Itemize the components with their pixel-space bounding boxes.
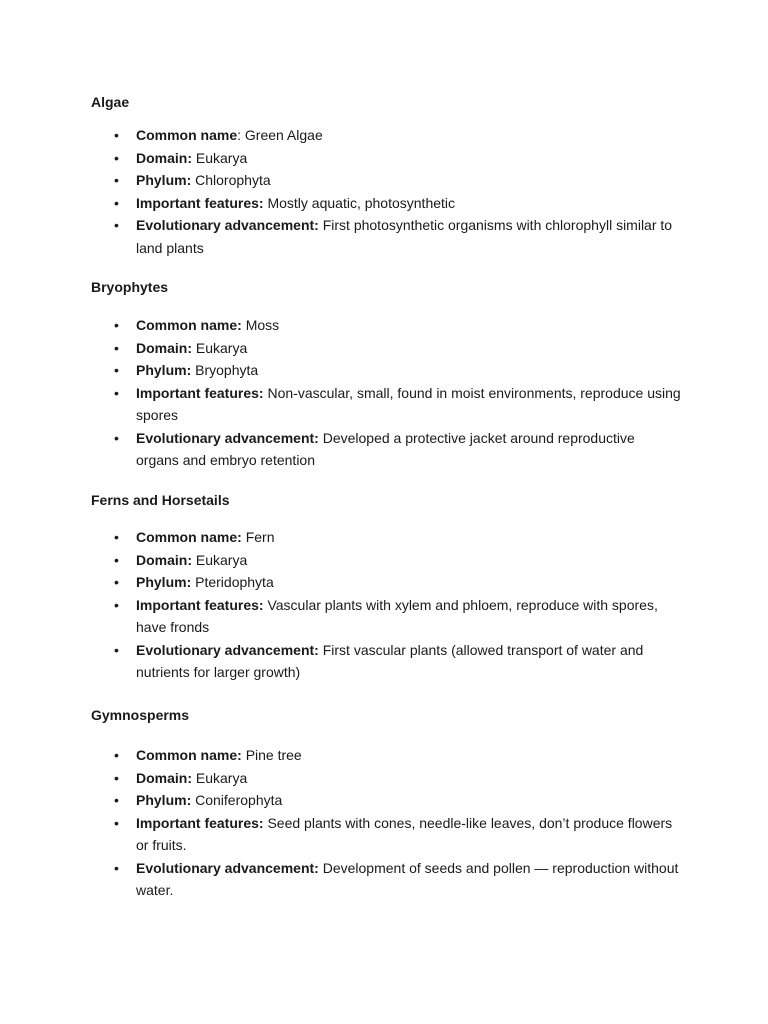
list-item [91, 812, 681, 857]
item-value: Fern [245, 529, 275, 545]
list-item [91, 214, 681, 259]
item-label: Important features: [136, 596, 264, 613]
list-item [91, 337, 681, 360]
item-value: Chlorophyta [195, 172, 271, 188]
item-label: Domain: [136, 149, 192, 166]
bullet-icon: • [114, 172, 119, 188]
section-title-algae: Algae [91, 94, 130, 110]
item-label: Phylum: [136, 792, 192, 808]
bullet-icon: • [114, 194, 119, 211]
item-value: First photosynthetic organisms with chlorophyll similar to land plants [136, 217, 673, 256]
item-label: Common name: [136, 747, 242, 763]
item-value: Green Algae [244, 127, 323, 143]
list-item [91, 124, 681, 147]
item-value: Mostly aquatic, photosynthetic [267, 194, 456, 211]
item-value: Pine tree [245, 747, 302, 763]
item-label: Domain: [136, 551, 192, 568]
list-item [91, 427, 681, 472]
section-list-algae [91, 124, 681, 259]
item-value: First vascular plants (allowed transport of water and nutrients for larger growth) [136, 641, 644, 680]
item-value: Pteridophyta [195, 574, 274, 590]
list-item [91, 639, 681, 684]
section-list-ferns [91, 526, 681, 684]
item-label: Domain: [136, 339, 192, 356]
item-value: Non-vascular, small, found in moist environments, reproduce using spores [136, 384, 681, 423]
bullet-icon: • [114, 149, 119, 166]
item-value: Eukarya [195, 551, 248, 568]
bullet-icon: • [114, 814, 119, 831]
bullet-icon: • [114, 769, 119, 786]
item-value: Developed a protective jacket around reproductive organs and embryo retention [136, 429, 635, 468]
item-label: Common name [136, 127, 238, 143]
item-label: Phylum: [136, 362, 192, 378]
section-list-gymnosperms [91, 744, 681, 902]
section-list-bryophytes [91, 314, 681, 472]
section-title-ferns: Ferns and Horsetails [91, 492, 230, 508]
item-label: Evolutionary advancement: [136, 429, 319, 446]
item-value: Bryophyta [195, 362, 259, 378]
section-title-bryophytes: Bryophytes [91, 279, 169, 295]
item-label: Domain: [136, 769, 192, 786]
item-label: Evolutionary advancement: [136, 859, 319, 876]
item-label: Evolutionary advancement: [136, 641, 319, 658]
bullet-icon: • [114, 217, 119, 233]
bullet-icon: • [114, 551, 119, 568]
list-item [91, 147, 681, 170]
bullet-icon: • [114, 641, 119, 658]
item-label: Phylum: [136, 172, 192, 188]
bullet-icon: • [114, 429, 119, 446]
bullet-icon: • [114, 859, 119, 876]
item-value: Coniferophyta [195, 792, 283, 808]
bullet-icon: • [114, 362, 119, 378]
bullet-icon: • [114, 529, 119, 545]
list-item [91, 857, 681, 902]
item-label: Common name: [136, 529, 242, 545]
list-item [91, 767, 681, 790]
list-item [91, 314, 681, 337]
list-item [91, 359, 681, 382]
item-value: Eukarya [195, 339, 248, 356]
list-item [91, 192, 681, 215]
bullet-icon: • [114, 317, 119, 333]
list-item [91, 169, 681, 192]
list-item [91, 382, 681, 427]
bullet-icon: • [114, 384, 119, 401]
item-label: Important features: [136, 194, 264, 211]
bullet-icon: • [114, 747, 119, 763]
item-label: Phylum: [136, 574, 192, 590]
item-label: Evolutionary advancement: [136, 217, 319, 233]
bullet-icon: • [114, 339, 119, 356]
item-value: Moss [245, 317, 280, 333]
list-item [91, 571, 681, 594]
item-value: Seed plants with cones, needle-like leaves, don’t produce flowers or fruits. [136, 814, 673, 853]
list-item [91, 744, 681, 767]
item-label: Common name: [136, 317, 242, 333]
list-item [91, 526, 681, 549]
list-item [91, 549, 681, 572]
bullet-icon: • [114, 127, 119, 143]
section-title-gymnosperms: Gymnosperms [91, 707, 190, 723]
item-value: Development of seeds and pollen — reproduction without water. [136, 859, 679, 898]
item-label: Important features: [136, 814, 264, 831]
list-item [91, 789, 681, 812]
item-value: Eukarya [195, 769, 248, 786]
bullet-icon: • [114, 574, 119, 590]
item-separator: : [237, 127, 245, 143]
bullet-icon: • [114, 792, 119, 808]
item-value: Vascular plants with xylem and phloem, reproduce with spores, have fronds [136, 596, 658, 635]
item-value: Eukarya [195, 149, 248, 166]
list-item [91, 594, 681, 639]
bullet-icon: • [114, 596, 119, 613]
item-label: Important features: [136, 384, 264, 401]
